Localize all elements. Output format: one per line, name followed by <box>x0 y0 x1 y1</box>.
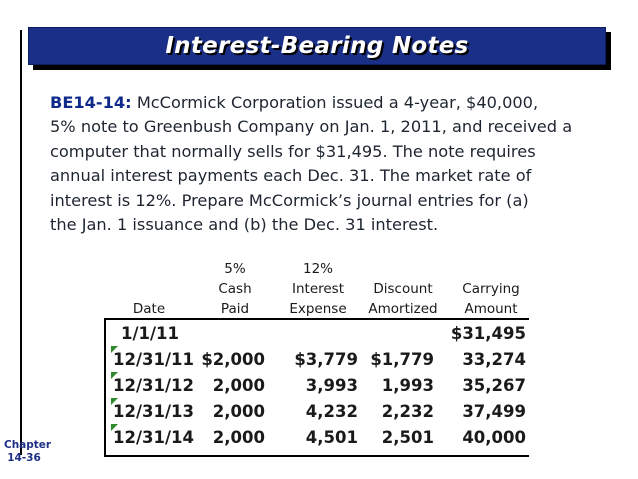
slide-title: Interest-Bearing Notes <box>165 33 469 59</box>
table-row <box>0 399 638 425</box>
cell-interest-expense: 4,501 <box>305 428 358 447</box>
cell-interest-expense: 4,232 <box>305 402 358 421</box>
table-top-rule <box>104 318 529 320</box>
header-carrying-amount <box>446 259 536 319</box>
cell-date: 1/1/11 <box>121 324 179 343</box>
header-discount-line-3: Amortized <box>368 301 438 317</box>
cell-discount-amortized: 1,993 <box>381 376 434 395</box>
cell-cash-paid: 2,000 <box>212 428 265 447</box>
title-bar <box>28 27 606 65</box>
cell-interest-expense: $3,779 <box>294 350 358 369</box>
header-interest-line-2: Interest <box>291 281 345 297</box>
table-row <box>0 347 638 373</box>
header-cash-paid <box>191 259 279 319</box>
cell-date: 12/31/11 <box>113 350 194 369</box>
header-carrying-line-1 <box>446 259 536 279</box>
problem-line-4: annual interest payments each Dec. 31. The market rate of <box>50 166 532 186</box>
footer-chapter-label: Chapter <box>4 439 52 451</box>
cell-cash-paid: 2,000 <box>212 376 265 395</box>
table-row <box>0 425 638 451</box>
table-row <box>0 321 638 347</box>
table-bottom-rule <box>104 455 529 457</box>
header-date-line-2 <box>104 279 194 299</box>
cell-date: 12/31/13 <box>113 402 194 421</box>
problem-statement <box>50 91 620 237</box>
cell-cash-paid: 2,000 <box>212 402 265 421</box>
header-cash-line-2: Cash <box>218 281 252 297</box>
cell-cash-paid: $2,000 <box>201 350 265 369</box>
amortization-table-header <box>0 259 638 319</box>
problem-line-1 <box>50 91 620 115</box>
header-discount-line-1 <box>356 259 450 279</box>
cell-date: 12/31/14 <box>113 428 194 447</box>
header-date-line-1 <box>104 259 194 279</box>
header-cash-line-3: Paid <box>220 301 250 317</box>
header-date-line-3: Date <box>132 301 166 317</box>
cell-carrying-amount: 37,499 <box>462 402 526 421</box>
problem-text-1: McCormick Corporation issued a 4-year, $40,000, <box>136 93 539 112</box>
cell-discount-amortized: 2,232 <box>381 402 434 421</box>
header-interest-expense <box>274 259 362 319</box>
header-date <box>104 259 194 319</box>
problem-line-2: 5% note to Greenbush Company on Jan. 1, 2011, and received a <box>50 117 573 137</box>
cell-discount-amortized: $1,779 <box>370 350 434 369</box>
chapter-footer <box>4 439 52 465</box>
header-interest-line-3: Expense <box>289 301 347 317</box>
header-discount-line-2: Discount <box>373 281 433 297</box>
header-interest-line-1: 12% <box>302 261 333 277</box>
problem-line-6: the Jan. 1 issuance and (b) the Dec. 31 interest. <box>50 215 439 235</box>
problem-line-5: interest is 12%. Prepare McCormick’s journal entries for (a) <box>50 190 529 210</box>
cell-carrying-amount: $31,495 <box>450 324 526 343</box>
footer-slide-number: 14-36 <box>7 452 41 464</box>
cell-carrying-amount: 33,274 <box>462 350 526 369</box>
header-discount-amortized <box>356 259 450 319</box>
cell-discount-amortized: 2,501 <box>381 428 434 447</box>
cell-date: 12/31/12 <box>113 376 194 395</box>
header-cash-line-1: 5% <box>224 261 246 277</box>
cell-carrying-amount: 35,267 <box>462 376 526 395</box>
table-row <box>0 373 638 399</box>
header-carrying-line-2: Carrying <box>462 281 520 297</box>
cell-interest-expense: 3,993 <box>305 376 358 395</box>
cell-carrying-amount: 40,000 <box>462 428 526 447</box>
problem-line-3: computer that normally sells for $31,495. The note requires <box>50 141 536 161</box>
header-carrying-line-3: Amount <box>464 301 518 317</box>
exercise-label: BE14-14: <box>50 93 132 112</box>
